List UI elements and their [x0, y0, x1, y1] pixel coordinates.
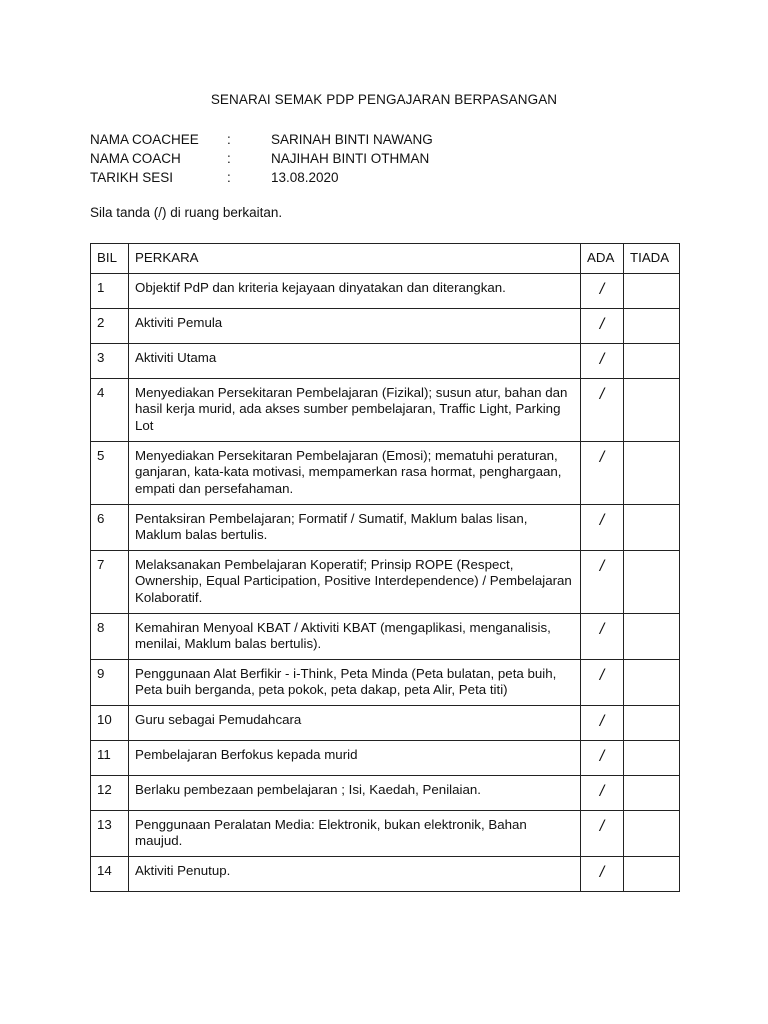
info-label: NAMA COACH [90, 151, 181, 166]
cell-tiada[interactable] [624, 441, 680, 504]
cell-bil: 7 [91, 550, 129, 613]
info-value: 13.08.2020 [271, 170, 339, 185]
table-row [91, 856, 680, 891]
cell-perkara: Pembelajaran Berfokus kepada murid [129, 740, 581, 775]
cell-tiada[interactable] [624, 775, 680, 810]
cell-ada[interactable]: / [581, 308, 624, 343]
session-info [90, 130, 433, 187]
header-perkara: PERKARA [129, 244, 581, 274]
info-value: NAJIHAH BINTI OTHMAN [271, 151, 430, 166]
cell-perkara: Aktiviti Utama [129, 343, 581, 378]
cell-ada[interactable]: / [581, 343, 624, 378]
checklist-table [90, 243, 680, 892]
cell-tiada[interactable] [624, 550, 680, 613]
cell-perkara: Objektif PdP dan kriteria kejayaan dinyatakan dan diterangkan. [129, 273, 581, 308]
cell-tiada[interactable] [624, 308, 680, 343]
cell-ada[interactable]: / [581, 504, 624, 550]
cell-perkara: Penggunaan Alat Berfikir - i-Think, Peta Minda (Peta bulatan, peta buih, Peta buih berganda, peta pokok, peta dakap, peta Alir, Peta titi) [129, 659, 581, 705]
table-row [91, 775, 680, 810]
cell-tiada[interactable] [624, 659, 680, 705]
table-header-row [91, 244, 680, 274]
header-tiada: TIADA [624, 244, 680, 274]
cell-bil: 5 [91, 441, 129, 504]
cell-tiada[interactable] [624, 504, 680, 550]
cell-tiada[interactable] [624, 740, 680, 775]
cell-perkara: Kemahiran Menyoal KBAT / Aktiviti KBAT (mengaplikasi, menganalisis, menilai, Maklum balas bertulis). [129, 613, 581, 659]
table-row [91, 705, 680, 740]
table-row [91, 659, 680, 705]
cell-bil: 11 [91, 740, 129, 775]
info-row-coach [90, 149, 433, 168]
info-colon: : [227, 132, 231, 147]
table-row [91, 550, 680, 613]
cell-bil: 6 [91, 504, 129, 550]
cell-ada[interactable]: / [581, 856, 624, 891]
info-colon: : [227, 151, 231, 166]
table-row [91, 378, 680, 441]
info-label: NAMA COACHEE [90, 132, 199, 147]
cell-bil: 14 [91, 856, 129, 891]
cell-bil: 1 [91, 273, 129, 308]
cell-ada[interactable]: / [581, 378, 624, 441]
info-row-coachee [90, 130, 433, 149]
header-bil: BIL [91, 244, 129, 274]
table-row [91, 810, 680, 856]
cell-tiada[interactable] [624, 273, 680, 308]
cell-bil: 8 [91, 613, 129, 659]
cell-perkara: Menyediakan Persekitaran Pembelajaran (Emosi); mematuhi peraturan, ganjaran, kata-kata motivasi, mempamerkan rasa hormat, penghargaan, empati dan persefahaman. [129, 441, 581, 504]
cell-perkara: Aktiviti Pemula [129, 308, 581, 343]
cell-ada[interactable]: / [581, 740, 624, 775]
cell-tiada[interactable] [624, 613, 680, 659]
info-label: TARIKH SESI [90, 170, 174, 185]
cell-bil: 2 [91, 308, 129, 343]
cell-bil: 10 [91, 705, 129, 740]
cell-ada[interactable]: / [581, 613, 624, 659]
cell-bil: 13 [91, 810, 129, 856]
table-row [91, 613, 680, 659]
table-row [91, 273, 680, 308]
cell-tiada[interactable] [624, 856, 680, 891]
cell-bil: 9 [91, 659, 129, 705]
table-row [91, 504, 680, 550]
cell-perkara: Penggunaan Peralatan Media: Elektronik, bukan elektronik, Bahan maujud. [129, 810, 581, 856]
cell-perkara: Berlaku pembezaan pembelajaran ; Isi, Kaedah, Penilaian. [129, 775, 581, 810]
info-row-date [90, 168, 433, 187]
cell-ada[interactable]: / [581, 273, 624, 308]
cell-bil: 3 [91, 343, 129, 378]
cell-ada[interactable]: / [581, 550, 624, 613]
cell-tiada[interactable] [624, 343, 680, 378]
info-value: SARINAH BINTI NAWANG [271, 132, 433, 147]
document-title: SENARAI SEMAK PDP PENGAJARAN BERPASANGAN [210, 92, 558, 107]
cell-perkara: Aktiviti Penutup. [129, 856, 581, 891]
cell-tiada[interactable] [624, 810, 680, 856]
cell-bil: 4 [91, 378, 129, 441]
cell-perkara: Menyediakan Persekitaran Pembelajaran (Fizikal); susun atur, bahan dan hasil kerja murid, ada akses sumber pembelajaran, Traffic Light, Parking Lot [129, 378, 581, 441]
header-ada: ADA [581, 244, 624, 274]
table-row [91, 308, 680, 343]
cell-tiada[interactable] [624, 705, 680, 740]
cell-bil: 12 [91, 775, 129, 810]
cell-ada[interactable]: / [581, 659, 624, 705]
cell-ada[interactable]: / [581, 775, 624, 810]
cell-ada[interactable]: / [581, 441, 624, 504]
table-row [91, 441, 680, 504]
cell-ada[interactable]: / [581, 810, 624, 856]
table-row [91, 343, 680, 378]
cell-perkara: Melaksanakan Pembelajaran Koperatif; Prinsip ROPE (Respect, Ownership, Equal Participation, Positive Interdependence) / Pembelajaran Kolaboratif. [129, 550, 581, 613]
table-row [91, 740, 680, 775]
info-colon: : [227, 170, 231, 185]
instruction-text: Sila tanda (/) di ruang berkaitan. [90, 205, 283, 220]
cell-tiada[interactable] [624, 378, 680, 441]
cell-ada[interactable]: / [581, 705, 624, 740]
cell-perkara: Guru sebagai Pemudahcara [129, 705, 581, 740]
cell-perkara: Pentaksiran Pembelajaran; Formatif / Sumatif, Maklum balas lisan, Maklum balas bertulis. [129, 504, 581, 550]
